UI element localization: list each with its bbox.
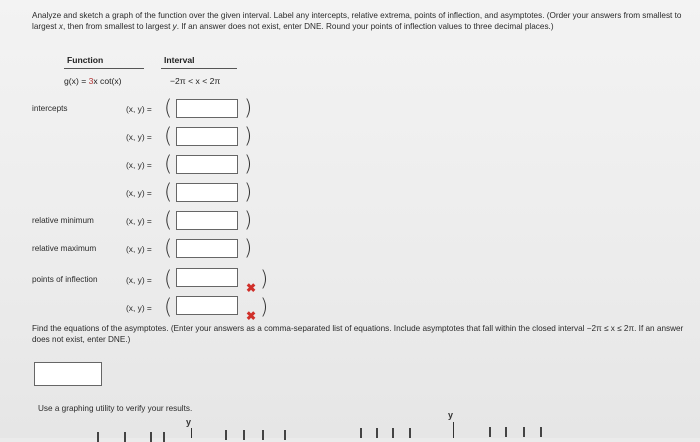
graph-y-axis (191, 428, 192, 438)
close-paren: ) (244, 152, 253, 176)
graph-tick (360, 428, 362, 438)
inflection-point-1-input[interactable] (176, 268, 238, 287)
graph-tick (97, 432, 99, 442)
close-paren: ) (244, 236, 253, 260)
graph-y-axis (453, 422, 454, 438)
interval-header-rule (161, 68, 237, 69)
instructions-var-x: x (58, 22, 63, 31)
graph-y-axis-label: y (448, 410, 454, 420)
interval-header: Interval (164, 55, 195, 65)
graph-tick (243, 430, 245, 440)
graph-tick (392, 428, 394, 438)
close-paren: ) (244, 208, 253, 232)
graph-tick (124, 432, 126, 442)
interval-expression: −2π < x < 2π (170, 76, 221, 86)
function-rhs: x cot(x) (93, 76, 122, 86)
row-xy-label: (x, y) = (126, 244, 152, 254)
row-label-relative-minimum: relative minimum (32, 216, 94, 225)
open-paren: ( (164, 96, 173, 120)
intercept-2-input[interactable] (176, 127, 238, 146)
inflection-point-2-input[interactable] (176, 296, 238, 315)
row-xy-label: (x, y) = (126, 104, 152, 114)
function-header-rule (64, 68, 144, 69)
graph-tick (163, 432, 165, 442)
graph-tick (540, 427, 542, 437)
relative-minimum-input[interactable] (176, 211, 238, 230)
close-paren: ) (260, 295, 269, 319)
open-paren: ( (164, 180, 173, 204)
incorrect-x-icon: ✖ (246, 309, 257, 323)
open-paren: ( (164, 124, 173, 148)
open-paren: ( (164, 295, 173, 319)
close-paren: ) (260, 267, 269, 291)
function-expression (64, 76, 122, 86)
problem-instructions (32, 10, 684, 32)
row-xy-label: (x, y) = (126, 188, 152, 198)
row-xy-label: (x, y) = (126, 132, 152, 142)
function-lhs: g(x) = (64, 76, 89, 86)
open-paren: ( (164, 236, 173, 260)
graph-tick (489, 427, 491, 437)
verify-text: Use a graphing utility to verify your results. (38, 404, 193, 413)
graph-tick (284, 430, 286, 440)
asymptotes-input[interactable] (34, 362, 102, 386)
graph-tick (262, 430, 264, 440)
open-paren: ( (164, 267, 173, 291)
graph-tick (505, 427, 507, 437)
incorrect-x-icon: ✖ (246, 281, 257, 295)
instructions-text-2: , then from smallest to largest (62, 22, 173, 31)
function-header: Function (67, 55, 104, 65)
graph-y-axis-label: y (186, 417, 192, 427)
instructions-var-y: y (172, 22, 177, 31)
open-paren: ( (164, 152, 173, 176)
row-xy-label: (x, y) = (126, 275, 152, 285)
row-xy-label: (x, y) = (126, 303, 152, 313)
close-paren: ) (244, 124, 253, 148)
function-coefficient: 3 (88, 76, 94, 86)
graph-tick (225, 430, 227, 440)
close-paren: ) (244, 180, 253, 204)
intercept-3-input[interactable] (176, 155, 238, 174)
graph-tick (523, 427, 525, 437)
row-xy-label: (x, y) = (126, 216, 152, 226)
graph-tick (150, 432, 152, 442)
intercept-1-input[interactable] (176, 99, 238, 118)
relative-maximum-input[interactable] (176, 239, 238, 258)
open-paren: ( (164, 208, 173, 232)
instructions-text-1: Analyze and sketch a graph of the function over the given interval. Label any intercepts, relative extrema, points of inflection, and asymptotes. (Order your answers from smallest to largest (32, 11, 682, 31)
instructions-text-3: . If an answer does not exist, enter DNE. Round your points of inflection values to three decimal places.) (176, 22, 554, 31)
asymptotes-instructions: Find the equations of the asymptotes. (Enter your answers as a comma-separated list of equations. Include asymptotes that fall within the closed interval −2π ≤ x ≤ 2π. If an answer does not exist, enter DNE.) (32, 324, 684, 344)
row-label-points-of-inflection: points of inflection (32, 275, 98, 284)
row-label-relative-maximum: relative maximum (32, 244, 97, 253)
intercept-4-input[interactable] (176, 183, 238, 202)
graph-tick (409, 428, 411, 438)
graph-tick (376, 428, 378, 438)
row-xy-label: (x, y) = (126, 160, 152, 170)
row-label-intercepts: intercepts (32, 104, 68, 113)
close-paren: ) (244, 96, 253, 120)
